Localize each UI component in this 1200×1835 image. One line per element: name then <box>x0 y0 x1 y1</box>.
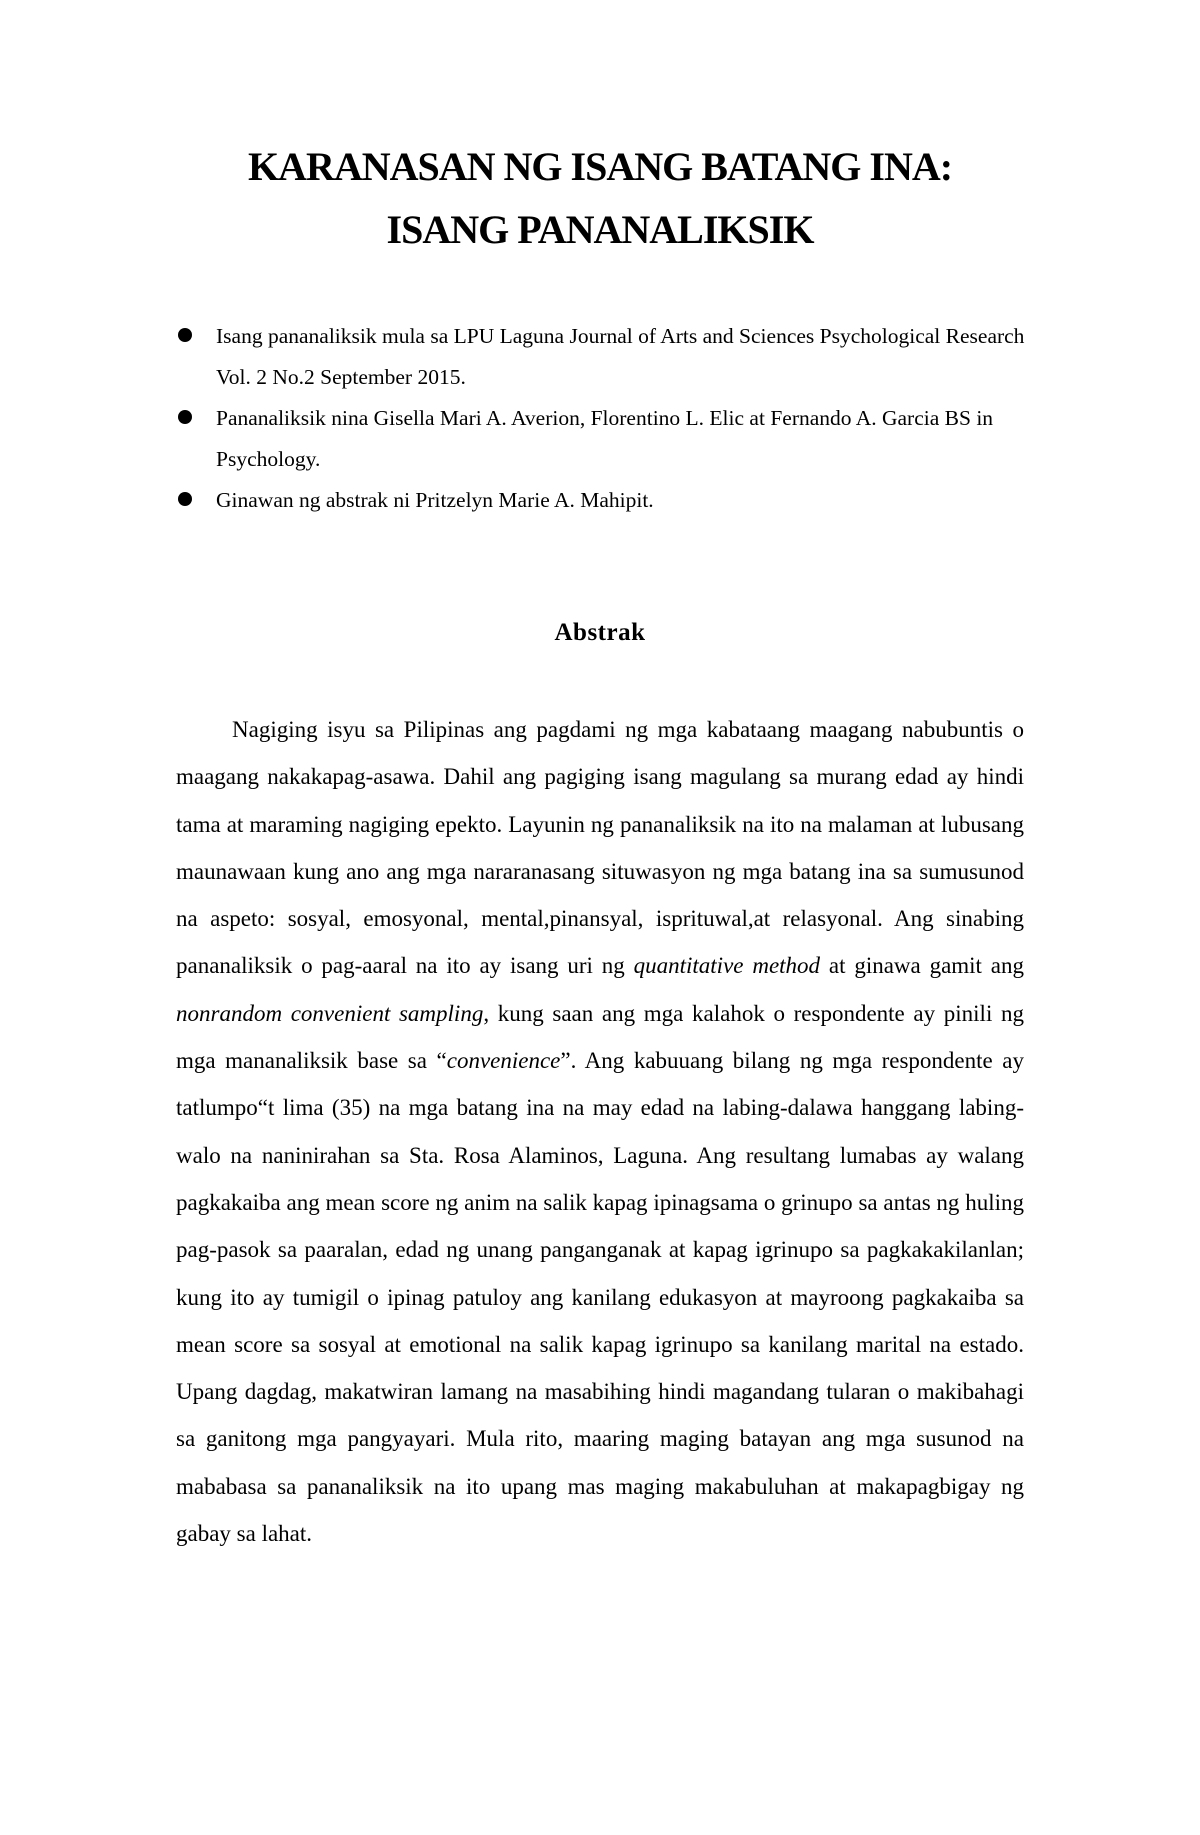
abstract-text: , kung saan ang mga kalahok o respondente ay pinili ng mga mananaliksik base sa “ <box>176 1000 1024 1074</box>
bullet-dot-icon <box>178 492 192 506</box>
abstract-text: Nagiging isyu sa Pilipinas ang pagdami ng mga kabataang maagang nabubuntis o maagang nakakapag-asawa. Dahil ang pagiging isang magulang sa murang edad ay hindi tama at maraming nagiging epekto. Layunin ng pananaliksik na ito na malaman at lubusang maunawaan kung ano ang mga nararanasang situwasyon ng mga batang ina sa sumusunod na aspeto: sosyal, emosyonal, mental,pinansyal, isprituwal,at relasyonal. Ang sinabing pananaliksik o pag-aaral na ito ay isang uri ng <box>176 717 1024 979</box>
source-info-text: Pananaliksik nina Gisella Mari A. Averion, Florentino L. Elic at Fernando A. Garcia BS in Psychology. <box>216 406 994 471</box>
document-title-line-2: ISANG PANANALIKSIK <box>386 207 814 252</box>
source-info-list <box>176 316 1056 521</box>
abstract-italic-term: convenience <box>446 1048 561 1074</box>
source-info-item <box>176 316 1056 398</box>
abstract-italic-term: nonrandom convenient sampling <box>176 1000 484 1026</box>
source-info-text: Isang pananaliksik mula sa LPU Laguna Journal of Arts and Sciences Psychological Research Vol. 2 No.2 September 2015. <box>216 324 1025 389</box>
section-heading-abstrak: Abstrak <box>554 619 646 646</box>
source-info-text: Ginawan ng abstrak ni Pritzelyn Marie A. Mahipit. <box>216 488 654 512</box>
abstract-text: ”. Ang kabuuang bilang ng mga respondente ay tatlumpo“t lima (35) na mga batang ina na may edad na labing-dalawa hanggang labing-walo na naninirahan sa Sta. Rosa Alaminos, Laguna. Ang resultang lumabas ay walang pagkakaiba ang mean score ng anim na salik kapag ipinagsama o grinupo sa antas ng huling pag-pasok sa paaralan, edad ng unang panganganak at kapag igrinupo sa pagkakakilanlan; kung ito ay tumigil o ipinag patuloy ang kanilang edukasyon at mayroong pagkakaiba sa mean score sa sosyal at emotional na salik kapag igrinupo sa kanilang marital na estado. Upang dagdag, makatwiran lamang na masabihing hindi magandang tularan o makibahagi sa ganitong mga pangyayari. Mula rito, maaring maging batayan ang mga susunod na mababasa sa pananaliksik na ito upang mas maging makabuluhan at makapagbigay ng gabay sa lahat. <box>176 1048 1024 1547</box>
document-title-line-1: KARANASAN NG ISANG BATANG INA: <box>247 144 953 189</box>
abstract-text: at ginawa gamit ang <box>820 953 1024 979</box>
source-info-item <box>176 480 1056 521</box>
bullet-dot-icon <box>178 410 192 424</box>
abstract-paragraph <box>176 706 1024 1557</box>
bullet-dot-icon <box>178 328 192 342</box>
abstract-italic-term: quantitative method <box>633 953 821 979</box>
source-info-item <box>176 398 1056 480</box>
